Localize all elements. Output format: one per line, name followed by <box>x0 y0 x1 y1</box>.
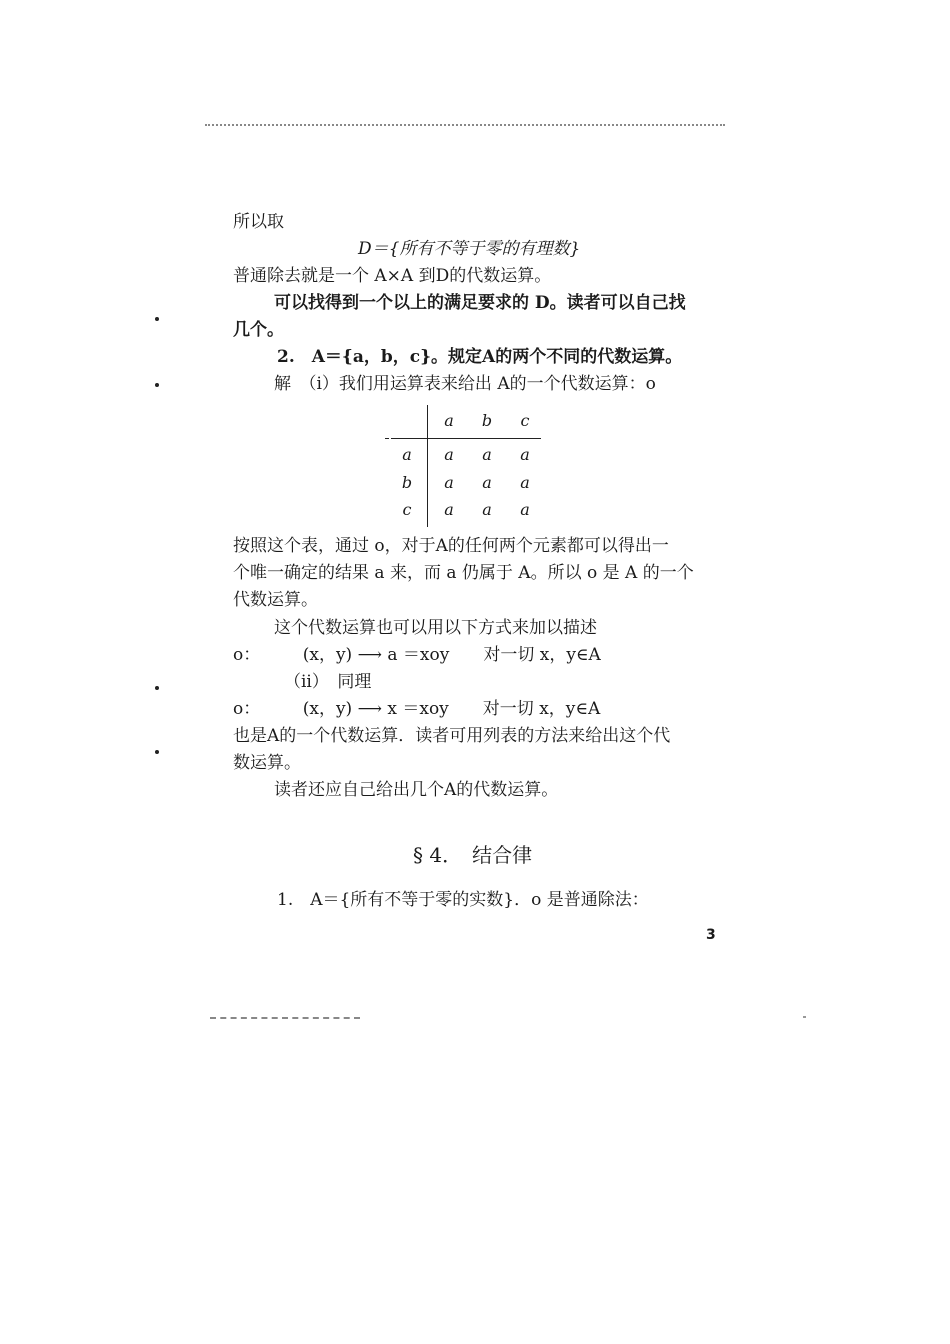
table-row-header: c <box>402 500 412 519</box>
formula-operation-1: o： (x，y) ⟶ a ＝xoy 对一切 x，y∈A <box>233 645 601 665</box>
solution-label: 解 （i）我们用运算表来给出 A的一个代数运算：o <box>274 374 656 394</box>
text-line: （ii） 同理 <box>284 672 372 692</box>
page-number: 3 <box>706 927 716 943</box>
scan-speck <box>155 317 159 321</box>
text-line: 所以取 <box>233 212 284 232</box>
table-cell: a <box>482 500 492 519</box>
table-vertical-rule <box>427 405 428 527</box>
table-cell: a <box>482 473 492 492</box>
text-line: 数运算。 <box>233 753 301 773</box>
table-col-header: c <box>520 411 530 430</box>
scan-speck <box>155 750 159 754</box>
scan-border-bottom <box>210 1017 360 1019</box>
scan-speck <box>803 1016 806 1018</box>
table-cell: a <box>444 473 454 492</box>
text-line: 按照这个表，通过 o，对于A的任何两个元素都可以得出一 <box>233 536 669 556</box>
text-line: 普通除去就是一个 A×A 到D的代数运算。 <box>233 266 552 286</box>
table-horizontal-rule <box>391 438 541 439</box>
scan-speck <box>155 686 159 690</box>
problem-1: 1. A＝{所有不等于零的实数}．o 是普通除法： <box>277 890 649 910</box>
scan-speck <box>155 383 159 387</box>
formula-operation-2: o： (x，y) ⟶ x ＝xoy 对一切 x，y∈A <box>233 699 601 719</box>
table-cell: a <box>520 473 530 492</box>
table-row-header: a <box>402 445 412 464</box>
problem-2: 2. A＝{a，b，c}。规定A的两个不同的代数运算。 <box>277 347 683 367</box>
text-line: 也是A的一个代数运算．读者可用列表的方法来给出这个代 <box>233 726 671 746</box>
table-rule-tick <box>385 438 389 439</box>
text-line: 读者还应自己给出几个A的代数运算。 <box>274 780 559 800</box>
table-cell: a <box>520 445 530 464</box>
text-line: 几个。 <box>233 320 284 340</box>
table-row-header: b <box>401 473 413 492</box>
formula-set-d: D＝{所有不等于零的有理数} <box>358 239 581 259</box>
text-line: 个唯一确定的结果 a 来，而 a 仍属于 A。所以 o 是 A 的一个 <box>233 563 694 583</box>
table-col-header: b <box>481 411 493 430</box>
table-cell: a <box>482 445 492 464</box>
section-heading: § 4． 结合律 <box>413 843 533 867</box>
table-cell: a <box>520 500 530 519</box>
text-line: 这个代数运算也可以用以下方式来加以描述 <box>274 618 597 638</box>
table-col-header: a <box>444 411 454 430</box>
text-line: 可以找得到一个以上的满足要求的 D。读者可以自己找 <box>274 293 686 313</box>
operation-table <box>385 401 545 529</box>
table-cell: a <box>444 445 454 464</box>
text-line: 代数运算。 <box>233 590 318 610</box>
table-cell: a <box>444 500 454 519</box>
scan-border-top <box>205 124 725 126</box>
